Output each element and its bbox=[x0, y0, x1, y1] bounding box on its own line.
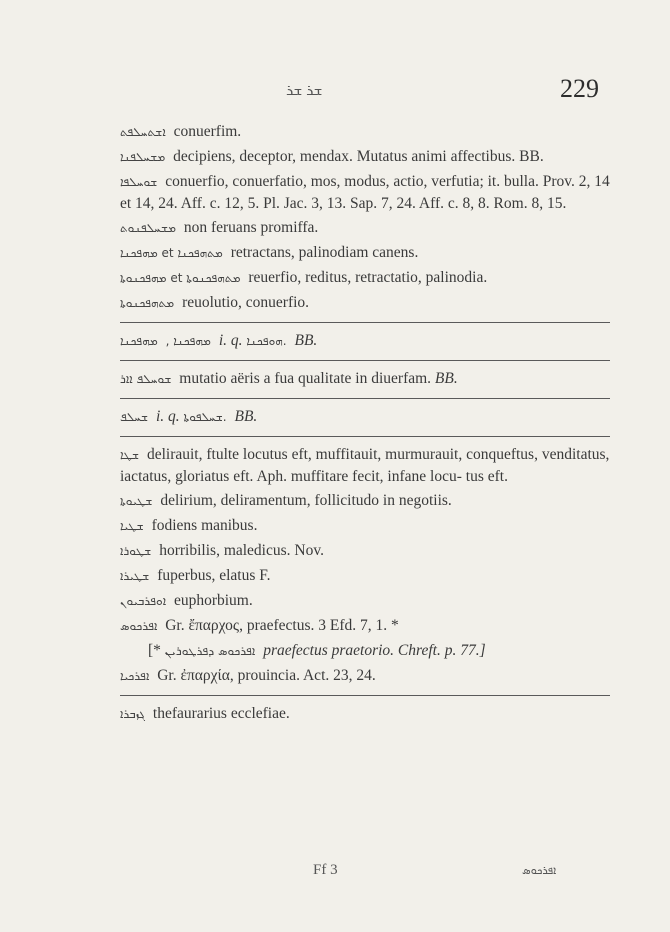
syriac-target: ܗܘܦܟܢܐ. bbox=[246, 334, 287, 348]
syriac-headword: ܫܚܠܦ bbox=[120, 410, 149, 424]
entry-definition: thefaurarius ecclefiae. bbox=[152, 705, 290, 722]
entry-16 bbox=[120, 703, 610, 725]
entry-3 bbox=[120, 171, 610, 214]
section-divider bbox=[120, 436, 610, 437]
page-footer bbox=[0, 862, 670, 892]
syriac-headword: ܡܗܦܟܢܐ , bbox=[165, 334, 211, 348]
entry-5 bbox=[120, 242, 610, 264]
entry-13 bbox=[120, 590, 610, 612]
note-open-bracket: [* bbox=[148, 642, 165, 659]
entry-9 bbox=[120, 490, 610, 512]
entry-7 bbox=[120, 292, 610, 314]
note-text: praefectus praetorio. Chreft. p. 77.] bbox=[263, 642, 486, 659]
section-divider bbox=[120, 695, 610, 696]
entry-definition: fuperbus, elatus F. bbox=[157, 567, 271, 584]
entry-definition: conuerfio, conuerfatio, mos, modus, actio, verfutia; it. bulla. Prov. 2, 14 et 14, 24. Aff. c. 12, 5. Pl. Jac. 3, 13. Sap. 7, 24. Aff. c. 8, 8. Rom. 8, 15. bbox=[120, 173, 610, 212]
syriac-headword: ܫܛܘܪܐ bbox=[120, 544, 152, 558]
entry-1 bbox=[120, 121, 610, 143]
entry-12 bbox=[120, 565, 610, 587]
cross-reference-1 bbox=[120, 330, 610, 352]
entry-10 bbox=[120, 515, 610, 537]
section-divider bbox=[120, 322, 610, 323]
entry-definition: euphorbium. bbox=[173, 592, 253, 609]
syriac-headword: ܡܗܦܟܢܘܬܐ et ܡܬܗܦܟܢܘܬܐ bbox=[120, 271, 241, 285]
syriac-headword: ܐܦܪܟܝܐ bbox=[120, 669, 150, 683]
entry-8 bbox=[120, 444, 610, 487]
signature-mark: Ff 3 bbox=[313, 862, 338, 878]
syriac-headword: ܫܘܚܠܦܐ bbox=[120, 175, 158, 189]
entry-definition: retractans, palinodiam canens. bbox=[230, 244, 419, 261]
entry-mutatio bbox=[120, 368, 610, 390]
entry-6 bbox=[120, 267, 610, 289]
syriac-headword: ܐܦܪܟܘܣ bbox=[120, 619, 158, 633]
page-number: 229 bbox=[560, 74, 599, 103]
syriac-headword: ܡܬܗܦܟܢܘܬܐ bbox=[120, 296, 175, 310]
entry-definition: fodiens manibus. bbox=[151, 517, 258, 534]
syriac-headword: ܡܫܚܠܦܢܐ bbox=[120, 150, 166, 164]
syriac-headword: ܐܘܦܪܒܝܘܢ bbox=[120, 594, 167, 608]
syriac-headword-variant: ܡܗܦܟܢܐ bbox=[120, 334, 158, 348]
entry-definition: mutatio aëris a fua qualitate in diuerfam. bbox=[179, 370, 432, 387]
syriac-headword: ܐܫܬܚܠܦܬ bbox=[120, 125, 166, 139]
entry-definition: delirauit, ftulte locutus eft, muffitauit, murmurauit, conqueftus, venditatus, iactatus, gloriatus eft. Aph. muffitare fecit, infane locu- tus eft. bbox=[120, 446, 610, 485]
entry-definition: Gr. ἐπαρχία, prouincia. Act. 23, 24. bbox=[157, 667, 376, 684]
syriac-headword: ܫܘܚܠܦ ܐܐܪ bbox=[120, 372, 172, 386]
idem-quod: i. q. bbox=[155, 408, 180, 425]
entry-definition: decipiens, deceptor, mendax. Mutatus animi affectibus. BB. bbox=[173, 148, 544, 165]
catchword: ܐܦܪܟܘܣ bbox=[522, 864, 557, 877]
section-divider bbox=[120, 398, 610, 399]
syriac-target: ܫܚܠܦܘܬܐ. bbox=[183, 410, 227, 424]
entry-definition: Gr. ἔπαρχος, praefectus. 3 Efd. 7, 1. * bbox=[165, 617, 399, 634]
syriac-headword: ܫܛܝܐ bbox=[120, 519, 144, 533]
entry-definition: delirium, deliramentum, follicitudo in negotiis. bbox=[160, 492, 452, 509]
entry-15 bbox=[120, 665, 610, 687]
syriac-headword: ܫܛܝܘܬܐ bbox=[120, 494, 153, 508]
section-divider bbox=[120, 360, 610, 361]
syriac-headword: ܡܗܦܟܢܐ et ܡܬܗܦܟܢܐ bbox=[120, 246, 223, 260]
entry-definition: non feruans promiffa. bbox=[183, 219, 319, 236]
syriac-headword: ܫܛܝܪܐ bbox=[120, 569, 150, 583]
entry-definition: horribilis, maledicus. Nov. bbox=[159, 542, 324, 559]
running-head: ܫܪ ܫܪ bbox=[286, 83, 323, 99]
source-abbrev: BB. bbox=[294, 332, 318, 349]
bracketed-note bbox=[120, 640, 610, 662]
source-abbrev: BB. bbox=[434, 370, 458, 387]
entry-11 bbox=[120, 540, 610, 562]
entry-14 bbox=[120, 615, 610, 637]
syriac-phrase: ܐܦܪܟܘܣ ܕܦܪܛܘܪܝܢ bbox=[164, 644, 256, 658]
entry-2 bbox=[120, 146, 610, 168]
syriac-headword: ܫܛܐ bbox=[120, 448, 140, 462]
syriac-headword: ܡܫܚܠܦܢܘܬ bbox=[120, 221, 176, 235]
entry-definition: conuerfim. bbox=[173, 123, 242, 140]
source-abbrev: BB. bbox=[234, 408, 258, 425]
syriac-headword: ܓܙܒܪܐ bbox=[120, 707, 146, 721]
cross-reference-2 bbox=[120, 406, 610, 428]
entry-4 bbox=[120, 217, 610, 239]
entry-definition: reuolutio, conuerfio. bbox=[182, 294, 310, 311]
entry-definition: reuerfio, reditus, retractatio, palinodia. bbox=[248, 269, 488, 286]
page-header bbox=[0, 72, 670, 112]
page-content bbox=[120, 118, 610, 728]
idem-quod: i. q. bbox=[218, 332, 243, 349]
